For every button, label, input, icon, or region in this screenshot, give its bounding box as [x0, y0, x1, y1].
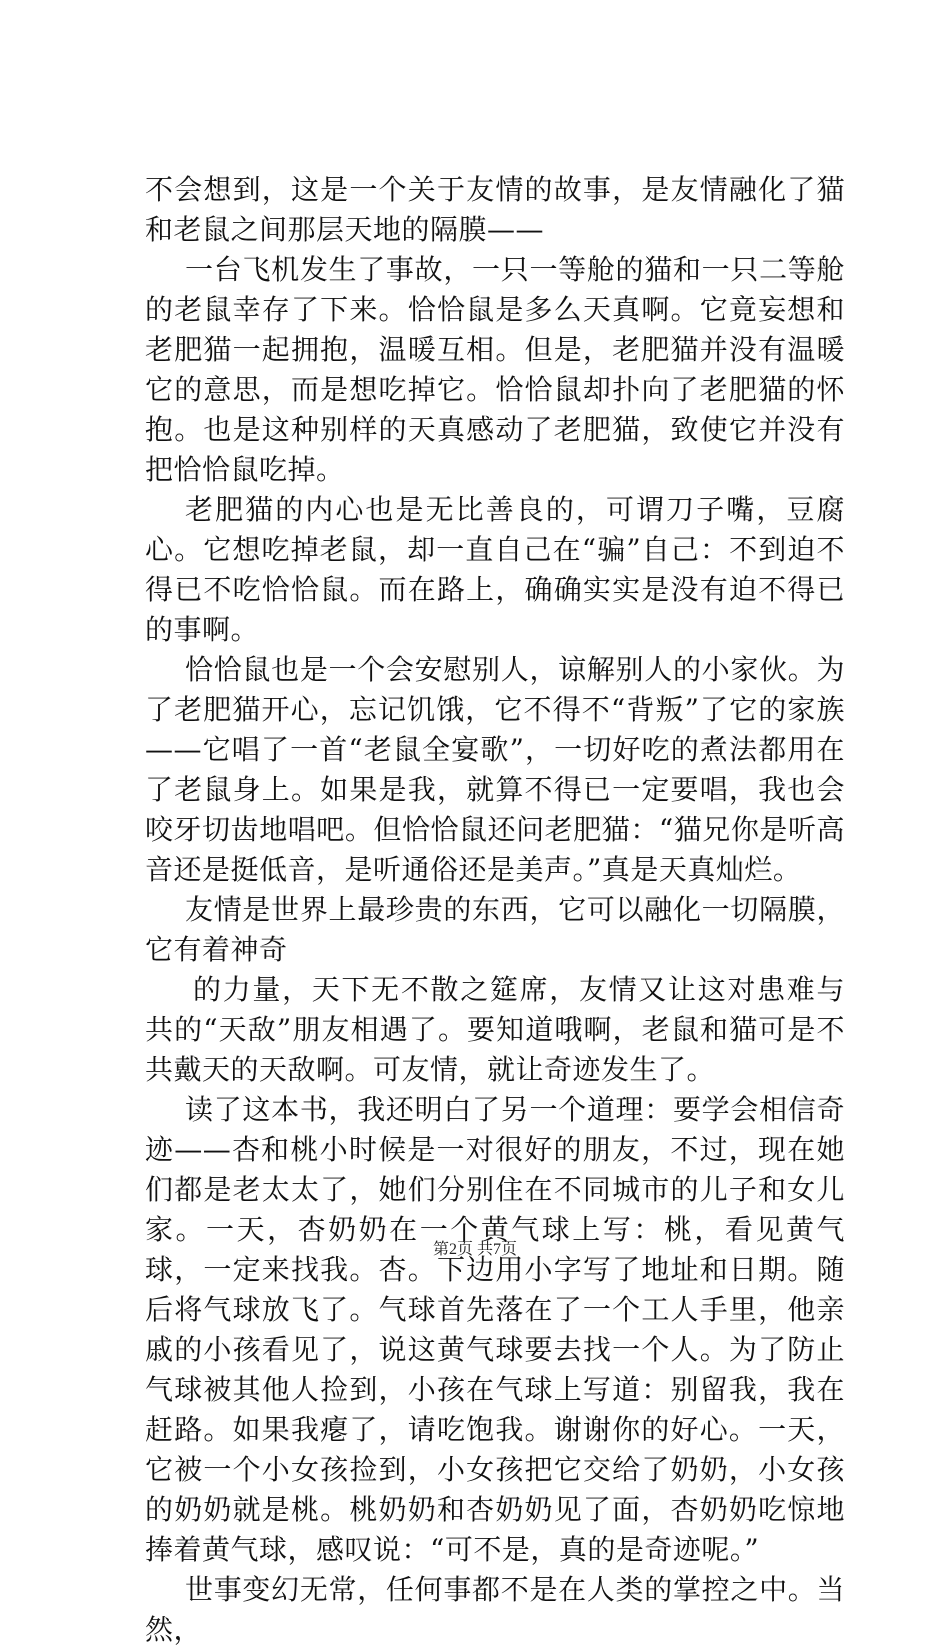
document-body: [145, 170, 845, 1650]
page-number-footer: 第2页 共7页: [432, 1241, 517, 1258]
paragraph-yellow-balloon: 读了这本书，我还明白了另一个道理：要学会相信奇迹——杏和桃小时候是一对很好的朋友，不过，现在她们都是老太太了，她们分别住在不同城市的儿子和女儿家。一天，杏奶奶在一个黄气球上写：桃，看见黄气球，一定来找我。杏。下边用小字写了地址和日期。随后将气球放飞了。气球首先落在了一个工人手里，他亲戚的小孩看见了，说这黄气球要去找一个人。为了防止气球被其他人捡到，小孩在气球上写道：别留我，我在赶路。如果我瘪了，请吃饱我。谢谢你的好心。一天，它被一个小女孩捡到，小女孩把它交给了奶奶，小女孩的奶奶就是桃。桃奶奶和杏奶奶见了面，杏奶奶吃惊地捧着黄气球，感叹说：“可不是，真的是奇迹呢。”: [145, 1093, 845, 1566]
paragraph-closing: 世事变幻无常，任何事都不是在人类的掌控之中。当然，: [145, 1573, 845, 1646]
paragraph-intro: 不会想到，这是一个关于友情的故事，是友情融化了猫和老鼠之间那层天地的隔膜——: [145, 173, 845, 246]
paragraph-plane-accident: 一台飞机发生了事故，一只一等舱的猫和一只二等舱的老鼠幸存了下来。恰恰鼠是多么天真啊。它竟妄想和老肥猫一起拥抱，温暖互相。但是，老肥猫并没有温暖它的意思，而是想吃掉它。恰恰鼠却扑向了老肥猫的怀抱。也是这种别样的天真感动了老肥猫，致使它并没有把恰恰鼠吃掉。: [145, 253, 845, 486]
paragraph-friendship-continued: 的力量，天下无不散之筵席，友情又让这对患难与共的“天敌”朋友相遇了。要知道哦啊，老鼠和猫可是不共戴天的天敌啊。可友情，就让奇迹发生了。: [145, 973, 845, 1086]
paragraph-fat-cat: 老肥猫的内心也是无比善良的，可谓刀子嘴，豆腐心。它想吃掉老鼠，却一直自己在“骗”自己：不到迫不得已不吃恰恰鼠。而在路上，确确实实是没有迫不得已的事啊。: [145, 493, 845, 646]
paragraph-friendship: 友情是世界上最珍贵的东西，它可以融化一切隔膜，它有着神奇: [145, 893, 845, 966]
paragraph-little-mouse: 恰恰鼠也是一个会安慰别人，谅解别人的小家伙。为了老肥猫开心，忘记饥饿，它不得不“背叛”了它的家族——它唱了一首“老鼠全宴歌”，一切好吃的煮法都用在了老鼠身上。如果是我，就算不得已一定要唱，我也会咬牙切齿地唱吧。但恰恰鼠还问老肥猫：“猫兄你是听高音还是挺低音，是听通俗还是美声。”真是天真灿烂。: [145, 653, 845, 886]
